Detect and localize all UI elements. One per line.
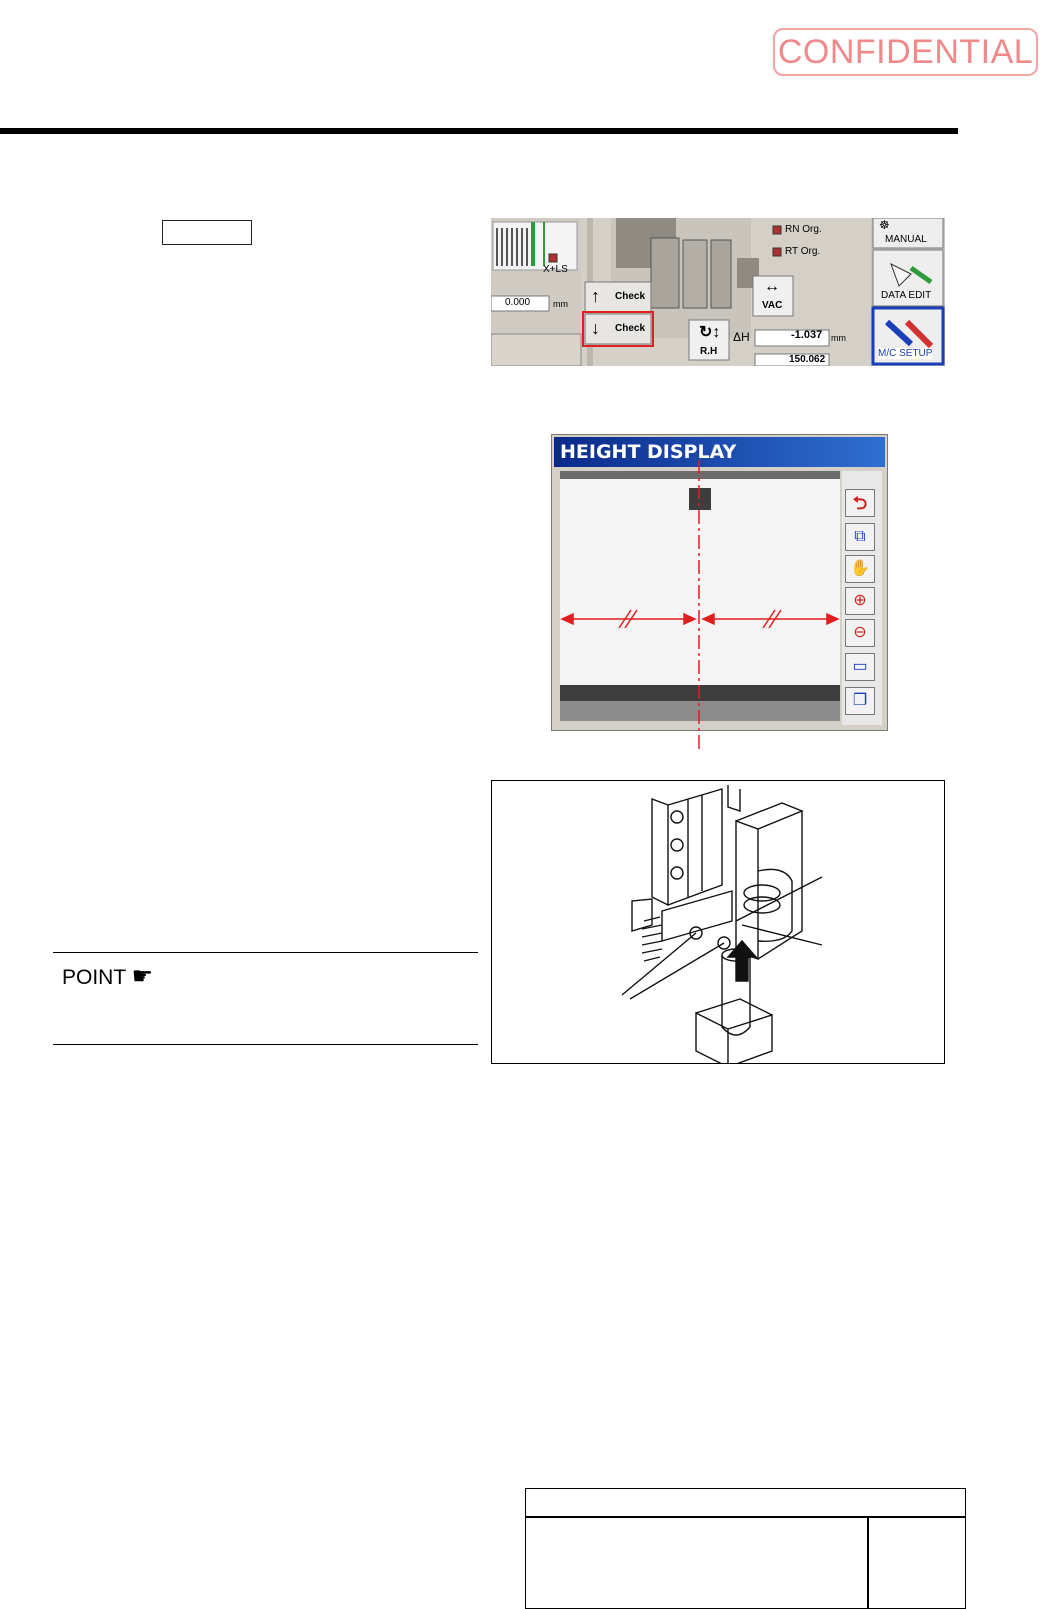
pan-hand-icon: ✋ (850, 560, 870, 577)
point-rule-top (53, 952, 478, 953)
data-edit-button[interactable] (873, 250, 943, 306)
zoom-in-icon: ⊕ (853, 592, 867, 609)
height-display-title: HEIGHT DISPLAY (554, 437, 885, 467)
manual-icon: ☸ (879, 218, 890, 232)
confidential-stamp (773, 28, 1038, 76)
check-down-label: Check (615, 323, 646, 334)
point-rule-bottom (53, 1044, 478, 1045)
vac-button[interactable] (753, 276, 793, 316)
arrow-down-icon: ↓ (591, 318, 600, 338)
mc-setup-button[interactable] (873, 308, 943, 364)
fit-window-icon: ⧉ (854, 528, 866, 545)
bottom-value: 150.062 (789, 354, 826, 365)
rn-org-label: RN Org. (785, 224, 822, 235)
frame-icon: ▭ (852, 658, 868, 675)
rt-org-label: RT Org. (785, 246, 821, 257)
check-down-button[interactable] (585, 314, 651, 344)
nozzle-adjustment-figure (491, 780, 945, 1064)
left-field-value: 0.000 (505, 297, 531, 308)
footer-table-column (867, 1516, 869, 1609)
manual-button[interactable] (873, 218, 943, 248)
footer-table-divider (525, 1516, 966, 1518)
copy-window-icon: ❐ (852, 692, 868, 709)
key-reference-box (162, 220, 252, 245)
check-up-button[interactable] (585, 282, 651, 312)
left-field-unit: mm (553, 299, 568, 309)
confidential-text: CONFIDENTIAL (777, 32, 1034, 71)
return-icon: ⮌ (852, 493, 868, 513)
manual-label: MANUAL (885, 234, 927, 245)
center-alignment-overlay (551, 460, 886, 756)
pointing-hand-icon: ☛ (131, 963, 154, 990)
nozzle-assembly-drawing (492, 781, 945, 1064)
point-label: POINT (62, 966, 126, 989)
mc-setup-label: M/C SETUP (878, 348, 933, 359)
point-heading (62, 962, 153, 991)
dimension-arrows (562, 610, 838, 628)
footer-table (525, 1488, 966, 1609)
mounter-head-diagram (497, 228, 527, 266)
double-arrow-icon: ↔ (764, 278, 780, 295)
delta-h-label: ΔH (733, 330, 750, 344)
rh-label: R.H (700, 346, 718, 357)
check-up-label: Check (615, 291, 646, 302)
x-ls-label: X+LS (543, 264, 568, 275)
rotate-height-icon: ↻↕ (699, 324, 721, 341)
arrow-up-icon: ↑ (591, 286, 600, 306)
machine-screen-figure (491, 218, 945, 366)
rh-button[interactable] (689, 320, 729, 360)
vac-label: VAC (762, 300, 783, 311)
delta-h-value: -1.037 (791, 329, 823, 341)
header-rule (0, 128, 958, 134)
delta-h-unit: mm (831, 333, 846, 343)
data-edit-label: DATA EDIT (881, 290, 932, 301)
zoom-out-icon: ⊖ (853, 624, 867, 641)
